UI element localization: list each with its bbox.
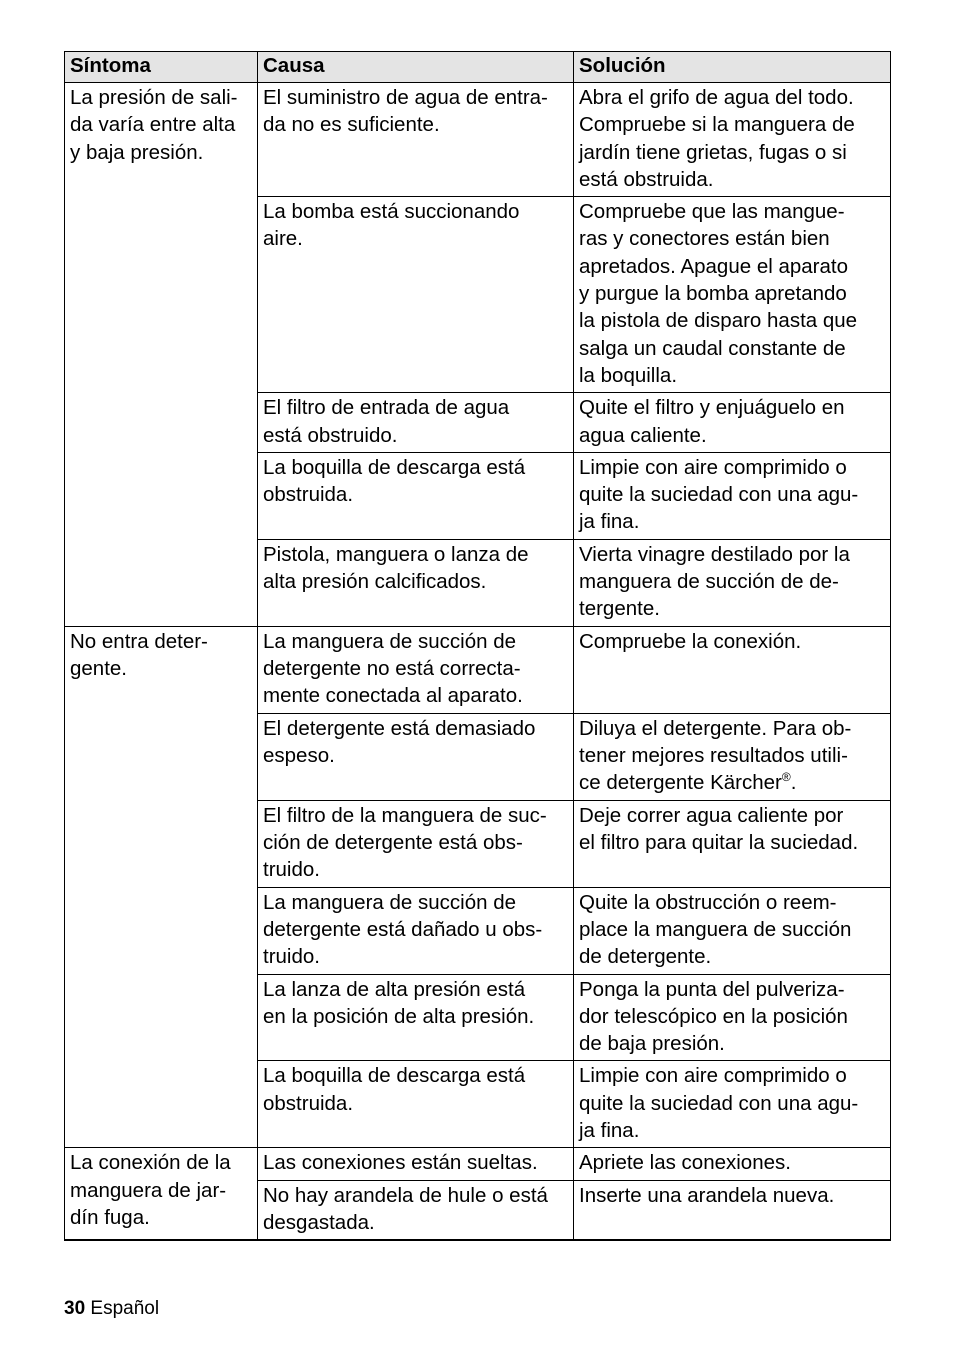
solution-text: Vierta vinagre destilado por la manguera de succión de de- tergente.	[579, 542, 850, 621]
symptom-text: No entra deter- gente.	[70, 629, 208, 681]
cause-cell	[258, 1180, 574, 1240]
cause-cell	[258, 713, 574, 800]
solution-text: Compruebe que las mangue- ras y conectores están bien apretados. Apague el aparato y purgue la bomba apretando la pistola de disparo hasta que salga un caudal constante de la boquilla.	[579, 200, 858, 387]
table-row	[65, 626, 891, 713]
cause-cell	[258, 626, 574, 713]
solution-text: Ponga la punta del pulveriza- dor telescópico en la posición de baja presión.	[579, 977, 848, 1056]
cause-text: No hay arandela de hule o está desgastada.	[263, 1183, 548, 1235]
cause-cell	[258, 83, 574, 197]
solution-text: Diluya el detergente. Para ob- tener mejores resultados utili- ce detergente Kärcher®.	[579, 716, 852, 795]
symptom-cell	[65, 83, 258, 627]
cause-cell	[258, 452, 574, 539]
cause-text: La manguera de succión de detergente está dañado u obs- truido.	[263, 890, 543, 969]
symptom-cell	[65, 626, 258, 1148]
solution-cell	[574, 452, 891, 539]
solution-text: Quite la obstrucción o reem- place la manguera de succión de detergente.	[579, 890, 852, 969]
solution-cell	[574, 974, 891, 1061]
table-row	[65, 1148, 891, 1180]
cause-cell	[258, 974, 574, 1061]
troubleshooting-table	[64, 51, 891, 1241]
cause-text: El suministro de agua de entra- da no es suficiente.	[263, 86, 548, 137]
solution-cell	[574, 800, 891, 887]
solution-cell	[574, 626, 891, 713]
solution-text: Limpie con aire comprimido o quite la suciedad con una agu- ja fina.	[579, 455, 859, 534]
solution-text: Quite el filtro y enjuáguelo en agua caliente.	[579, 396, 845, 447]
solution-cell	[574, 83, 891, 197]
cause-text: El filtro de entrada de agua está obstruido.	[263, 396, 510, 447]
cause-text: La boquilla de descarga está obstruida.	[263, 1064, 526, 1115]
cause-cell	[258, 1061, 574, 1148]
cause-text: La manguera de succión de detergente no está correcta- mente conectada al aparato.	[263, 629, 523, 708]
cause-text: La bomba está succionando aire.	[263, 200, 520, 251]
header-symptom: Síntoma	[65, 52, 258, 83]
table-header-row	[65, 52, 891, 83]
solution-text: Abra el grifo de agua del todo. Compruebe si la manguera de jardín tiene grietas, fugas o si está obstruida.	[579, 86, 855, 191]
header-cause: Causa	[258, 52, 574, 83]
cause-cell	[258, 393, 574, 453]
page-footer	[64, 1297, 159, 1321]
cause-cell	[258, 800, 574, 887]
solution-cell	[574, 713, 891, 800]
cause-text: El filtro de la manguera de suc- ción de detergente está obs- truido.	[263, 803, 547, 882]
cause-text: La boquilla de descarga está obstruida.	[263, 455, 526, 507]
solution-text: Inserte una arandela nueva.	[579, 1183, 835, 1207]
solution-cell	[574, 887, 891, 974]
solution-text: Deje correr agua caliente por el filtro para quitar la suciedad.	[579, 803, 859, 854]
solution-cell	[574, 1061, 891, 1148]
page-number: 30	[64, 1298, 86, 1319]
footer-language: Español	[90, 1298, 160, 1319]
solution-cell	[574, 197, 891, 393]
cause-text: Pistola, manguera o lanza de alta presión calcificados.	[263, 542, 529, 594]
cause-cell	[258, 887, 574, 974]
cause-text: El detergente está demasiado espeso.	[263, 716, 536, 767]
cause-cell	[258, 539, 574, 626]
symptom-cell	[65, 1148, 258, 1240]
table-row	[65, 83, 891, 197]
cause-cell	[258, 1148, 574, 1180]
solution-cell	[574, 393, 891, 453]
cause-text: La lanza de alta presión está en la posición de alta presión.	[263, 977, 535, 1028]
symptom-text: La conexión de la manguera de jar- dín fuga.	[70, 1151, 231, 1230]
solution-text: Limpie con aire comprimido o quite la suciedad con una agu- ja fina.	[579, 1064, 859, 1143]
cause-cell	[258, 197, 574, 393]
symptom-text: La presión de sali- da varía entre alta y baja presión.	[70, 86, 238, 164]
header-solution: Solución	[574, 52, 891, 83]
solution-cell	[574, 539, 891, 626]
solution-cell	[574, 1180, 891, 1240]
solution-cell	[574, 1148, 891, 1180]
cause-text: Las conexiones están sueltas.	[263, 1151, 538, 1175]
solution-text: Apriete las conexiones.	[579, 1151, 791, 1175]
solution-text: Compruebe la conexión.	[579, 629, 802, 653]
